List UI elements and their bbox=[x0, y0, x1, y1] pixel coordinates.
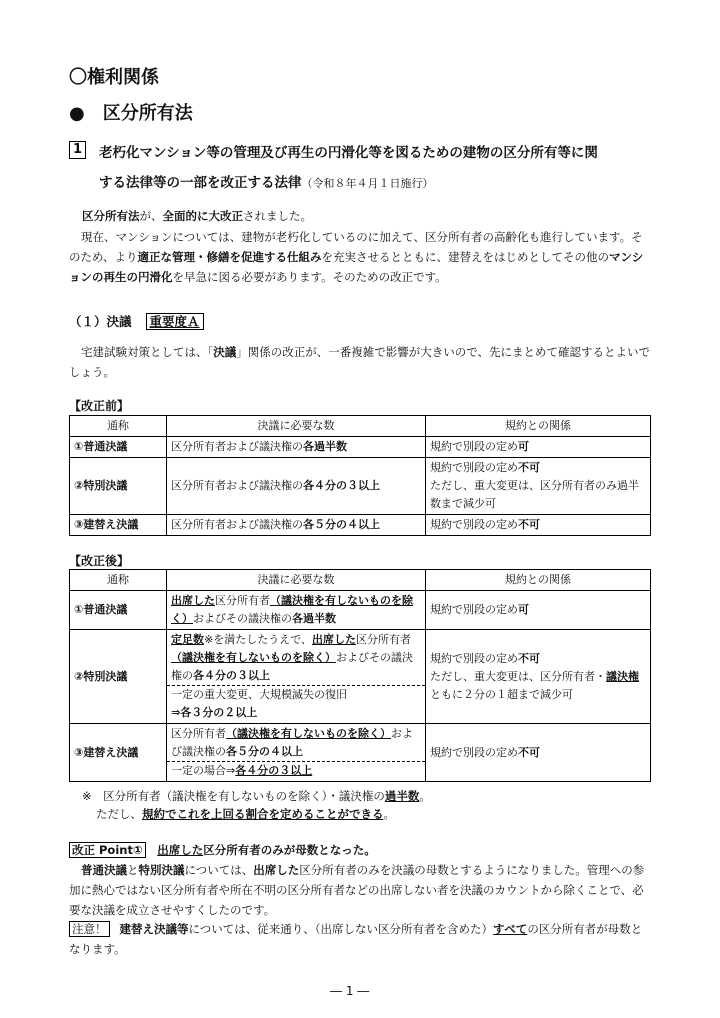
table-header-row: 通称 決議に必要な数 規約との関係 bbox=[70, 570, 651, 591]
law-number-box: 1 bbox=[69, 141, 86, 159]
before-table bbox=[69, 415, 651, 536]
col-rule-header: 規約との関係 bbox=[426, 416, 651, 437]
table-row: ③建替え決議 区分所有者および議決権の各５分の４以上 規約で別段の定め不可 bbox=[70, 515, 651, 536]
table-note: ※ 区分所有者（議決権を有しないものを除く）・議決権の過半数。 bbox=[82, 789, 431, 803]
table-row: ②特別決議 定足数※を満たしたうえで、出席した区分所有者（議決権を有しないものを除く）およびその議決権の各４分の３以上 一定の重大変更、大規模滅失の復旧 ⇒各３分の２以上 規約で別段の定め不可 ただし、重大変更は、区分所有者・議決権ともに２分の１超まで減少可 bbox=[70, 630, 651, 724]
section-heading-rights: 〇権利関係 bbox=[69, 67, 159, 88]
law-effective-date: （令和８年４月１日施行） bbox=[301, 177, 434, 190]
background-paragraph: 現在、マンションについては、建物が老朽化しているのに加えて、区分所有者の高齢化も進行しています。そのため、より適正な管理・修繕を促進する仕組みを充実させるとともに、建替えをはじめとしてその他のマンションの再生の円滑化を早急に図る必要があります。そのための改正です。 bbox=[69, 230, 644, 284]
intro-paragraph: 区分所有法が、全面的に大改正されました。 bbox=[82, 209, 312, 223]
point-heading: 改正 Point① 出席した区分所有者のみが母数となった。 bbox=[69, 842, 376, 858]
section-heading-law: ● 区分所有法 bbox=[69, 103, 193, 124]
col-req-header: 決議に必要な数 bbox=[167, 416, 426, 437]
before-label: 【改正前】 bbox=[69, 399, 130, 413]
exam-paragraph: 宅建試験対策としては、「決議」関係の改正が、一番複雑で影響が大きいので、先にまとめて確認するとよいでしょう。 bbox=[69, 345, 651, 379]
table-row: ①普通決議 出席した区分所有者（議決権を有しないものを除く）およびその議決権の各過半数 規約で別段の定め可 bbox=[70, 591, 651, 630]
attention-badge: 注意！ bbox=[69, 921, 110, 937]
law-title-line1: 老朽化マンション等の管理及び再生の円滑化等を図るための建物の区分所有等に関 bbox=[99, 145, 598, 161]
subsection-title: （１）決議 重要度Ａ bbox=[69, 312, 204, 330]
table-row: ②特別決議 区分所有者および議決権の各４分の３以上 規約で別段の定め不可 ただし、重大変更は、区分所有者のみ過半数まで減少可 bbox=[70, 458, 651, 515]
table-header-row bbox=[70, 416, 651, 437]
col-name-header: 通称 bbox=[70, 416, 167, 437]
after-label: 【改正後】 bbox=[69, 554, 130, 568]
point-badge: 改正 Point① bbox=[69, 842, 146, 858]
attention-paragraph: 注意！ 建替え決議等については、従来通り、（出席しない区分所有者を含めた）すべての区分所有者が母数となります。 bbox=[69, 922, 643, 956]
law-title-line2: する法律等の一部を改正する法律（令和８年４月１日施行） bbox=[99, 175, 434, 191]
point-paragraph: 普通決議と特別決議については、出席した区分所有者のみを決議の母数とするようになりました。管理への参加に熱心ではない区分所有者や所在不明の区分所有者などの出席しない者を決議のカウントから除くことで、必要な決議を成立させやすくしたのです。 bbox=[69, 863, 645, 917]
table-note-exception: ただし、規約でこれを上回る割合を定めることができる。 bbox=[96, 807, 395, 821]
page-number: ― 1 ― bbox=[330, 984, 370, 998]
table-row: ①普通決議 区分所有者および議決権の各過半数 規約で別段の定め可 bbox=[70, 437, 651, 458]
importance-badge: 重要度Ａ bbox=[146, 313, 204, 330]
after-table bbox=[69, 569, 651, 782]
table-row: ③建替え決議 区分所有者（議決権を有しないものを除く）および議決権の各５分の４以上 一定の場合⇒各４分の３以上 規約で別段の定め不可 bbox=[70, 724, 651, 782]
